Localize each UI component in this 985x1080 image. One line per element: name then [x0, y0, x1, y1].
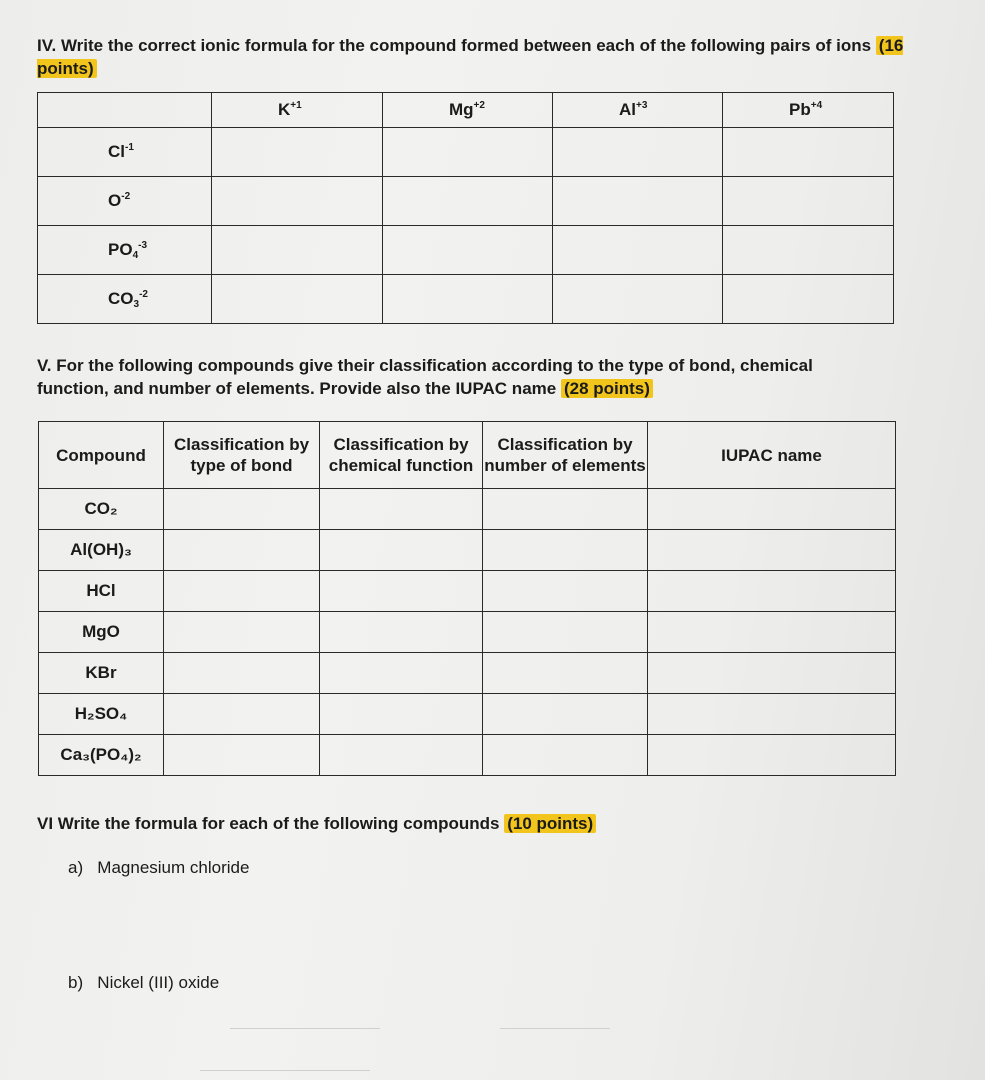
answer-cell[interactable]: [648, 571, 896, 612]
section-vi-points: (10 points): [504, 814, 596, 833]
answer-cell[interactable]: [553, 128, 723, 177]
answer-cell[interactable]: [483, 612, 648, 653]
answer-cell[interactable]: [320, 694, 483, 735]
compound-classification-table: [38, 421, 896, 776]
answer-cell[interactable]: [648, 653, 896, 694]
answer-cell[interactable]: [483, 653, 648, 694]
compound-formula: Ca₃(PO₄)₂: [39, 735, 164, 776]
corner-cell: [38, 93, 212, 128]
compound-row: [39, 530, 896, 571]
compound-formula: HCl: [39, 571, 164, 612]
cation-header-pb: [723, 93, 894, 128]
compound-formula: MgO: [39, 612, 164, 653]
anion-row: [38, 128, 894, 177]
anion-row: [38, 226, 894, 275]
anion-label: $CO_3^{-2}$: [38, 275, 212, 324]
cation-symbol: Pb: [789, 100, 811, 119]
item-a: a) Magnesium chloride: [68, 858, 250, 877]
answer-cell[interactable]: [164, 735, 320, 776]
answer-cell[interactable]: [320, 489, 483, 530]
compound-formula: Al(OH)₃: [39, 530, 164, 571]
compound-row: [39, 694, 896, 735]
classification-header-row: [39, 422, 896, 489]
compound-row: [39, 489, 896, 530]
answer-cell[interactable]: [483, 571, 648, 612]
cation-header-k: [212, 93, 383, 128]
header-compound: Compound: [39, 422, 164, 489]
answer-cell[interactable]: [483, 694, 648, 735]
answer-cell[interactable]: [164, 489, 320, 530]
answer-cell[interactable]: [320, 612, 483, 653]
show-through-line: [230, 1028, 380, 1029]
cation-charge: +1: [290, 100, 302, 111]
compound-row: [39, 571, 896, 612]
cation-symbol: Al: [619, 100, 636, 119]
compound-row: [39, 735, 896, 776]
cation-symbol: Mg: [449, 100, 474, 119]
show-through-line: [500, 1028, 610, 1029]
section-vi-heading: VI Write the formula for each of the following compounds (10 points): [37, 812, 837, 835]
section-iv-points: (16 points): [37, 36, 904, 78]
answer-cell[interactable]: [648, 735, 896, 776]
anion-row: [38, 275, 894, 324]
answer-cell[interactable]: [553, 177, 723, 226]
compound-formula: CO₂: [39, 489, 164, 530]
answer-cell[interactable]: [483, 489, 648, 530]
answer-cell[interactable]: [723, 128, 894, 177]
answer-cell[interactable]: [648, 694, 896, 735]
answer-cell[interactable]: [164, 694, 320, 735]
answer-cell[interactable]: [648, 489, 896, 530]
anion-rows: [38, 128, 894, 324]
answer-cell[interactable]: [320, 571, 483, 612]
answer-cell[interactable]: [212, 275, 383, 324]
answer-cell[interactable]: [723, 177, 894, 226]
anion-row: [38, 177, 894, 226]
answer-cell[interactable]: [483, 735, 648, 776]
answer-cell[interactable]: [320, 735, 483, 776]
header-number-of-elements: Classification by number of elements: [483, 422, 648, 489]
answer-cell[interactable]: [212, 226, 383, 275]
cation-header-row: [38, 93, 894, 128]
cation-header-al: [553, 93, 723, 128]
anion-label: $Cl^{-1}$: [38, 128, 212, 177]
compound-formula: KBr: [39, 653, 164, 694]
section-v-heading: V. For the following compounds give their classification according to the type of bond, chemical function, and number of elements. Provide also the IUPAC name (28 points): [37, 356, 813, 398]
answer-cell[interactable]: [383, 226, 553, 275]
section-v-points: (28 points): [561, 379, 653, 398]
item-b: b) Nickel (III) oxide: [68, 973, 220, 992]
cation-charge: +4: [810, 100, 823, 111]
header-bond-type: Classification by type of bond: [164, 422, 320, 489]
answer-cell[interactable]: [723, 226, 894, 275]
compound-rows: [39, 489, 896, 776]
answer-cell[interactable]: [320, 530, 483, 571]
cation-symbol: K: [278, 100, 291, 119]
cation-charge: +3: [636, 100, 648, 111]
anion-label: $PO_4^{-3}$: [38, 226, 212, 275]
answer-cell[interactable]: [164, 571, 320, 612]
show-through-line: [200, 1070, 370, 1071]
compound-row: [39, 653, 896, 694]
anion-label: $O^{-2}$: [38, 177, 212, 226]
answer-cell[interactable]: [212, 128, 383, 177]
cation-charge: +2: [473, 100, 485, 111]
answer-cell[interactable]: [483, 530, 648, 571]
answer-cell[interactable]: [648, 612, 896, 653]
answer-cell[interactable]: [320, 653, 483, 694]
compound-row: [39, 612, 896, 653]
answer-cell[interactable]: [383, 275, 553, 324]
answer-cell[interactable]: [383, 128, 553, 177]
answer-cell[interactable]: [553, 275, 723, 324]
answer-cell[interactable]: [164, 612, 320, 653]
header-chemical-function: Classification by chemical function: [320, 422, 483, 489]
answer-cell[interactable]: [383, 177, 553, 226]
section-iv-heading: IV. Write the correct ionic formula for the compound formed between each of the following pairs of ions (16 points): [37, 36, 904, 78]
cation-header-mg: [383, 93, 553, 128]
answer-cell[interactable]: [164, 530, 320, 571]
compound-formula: H₂SO₄: [39, 694, 164, 735]
answer-cell[interactable]: [164, 653, 320, 694]
header-iupac-name: IUPAC name: [648, 422, 896, 489]
answer-cell[interactable]: [723, 275, 894, 324]
answer-cell[interactable]: [553, 226, 723, 275]
answer-cell[interactable]: [212, 177, 383, 226]
answer-cell[interactable]: [648, 530, 896, 571]
ionic-formula-table: [37, 92, 894, 324]
